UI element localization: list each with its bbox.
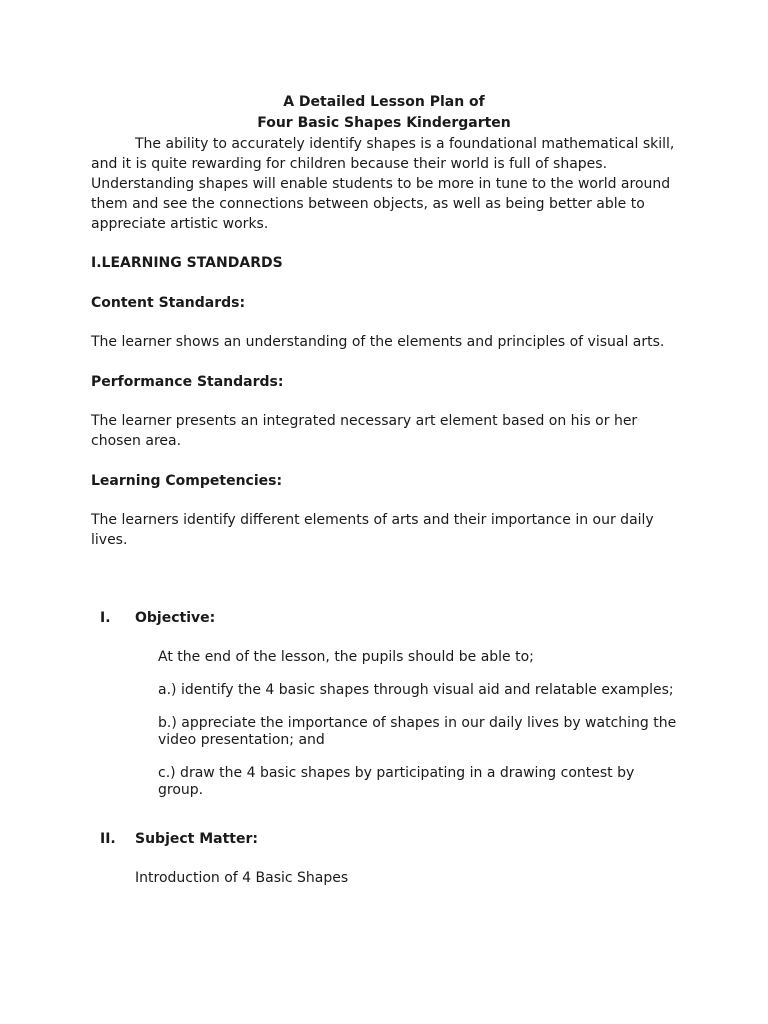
- objective-heading: Objective:: [135, 610, 216, 626]
- subject-matter-number: II.: [100, 831, 116, 847]
- content-standards-heading: Content Standards:: [91, 295, 246, 311]
- performance-standards-text: The learner presents an integrated necessary art element based on his or her chosen area.: [91, 413, 638, 449]
- learning-competencies-heading: Learning Competencies:: [91, 473, 283, 489]
- lesson-plan-content: [91, 92, 681, 888]
- subject-matter-text: Introduction of 4 Basic Shapes: [135, 870, 349, 886]
- subject-matter-heading: Subject Matter:: [135, 831, 258, 847]
- content-standards-text: The learner shows an understanding of the elements and principles of visual arts.: [91, 334, 665, 350]
- objective-item: b.) appreciate the importance of shapes in our daily lives by watching the video presentation; and: [158, 715, 677, 748]
- objective-item: a.) identify the 4 basic shapes through visual aid and relatable examples;: [158, 682, 674, 698]
- title-line-1: A Detailed Lesson Plan of: [283, 94, 485, 110]
- objective-lead: At the end of the lesson, the pupils should be able to;: [158, 649, 534, 665]
- subject-matter-section: [91, 829, 681, 849]
- performance-standards-heading: Performance Standards:: [91, 374, 284, 390]
- learning-standards-heading: I.LEARNING STANDARDS: [91, 255, 283, 271]
- objective-section: [91, 608, 681, 628]
- objective-number: I.: [100, 610, 111, 626]
- document-title: [0, 92, 768, 134]
- intro-paragraph: The ability to accurately identify shapes is a foundational mathematical skill, and it is quite rewarding for children because their world is full of shapes. Understanding shapes will enable students to be more in tune to the world around them and see the connections between objects, as well as being better able to appreciate artistic works.: [91, 136, 675, 232]
- objective-item: c.) draw the 4 basic shapes by participating in a drawing contest by group.: [158, 765, 635, 798]
- title-line-2: Four Basic Shapes Kindergarten: [257, 115, 511, 131]
- learning-competencies-text: The learners identify different elements of arts and their importance in our daily lives.: [91, 512, 654, 548]
